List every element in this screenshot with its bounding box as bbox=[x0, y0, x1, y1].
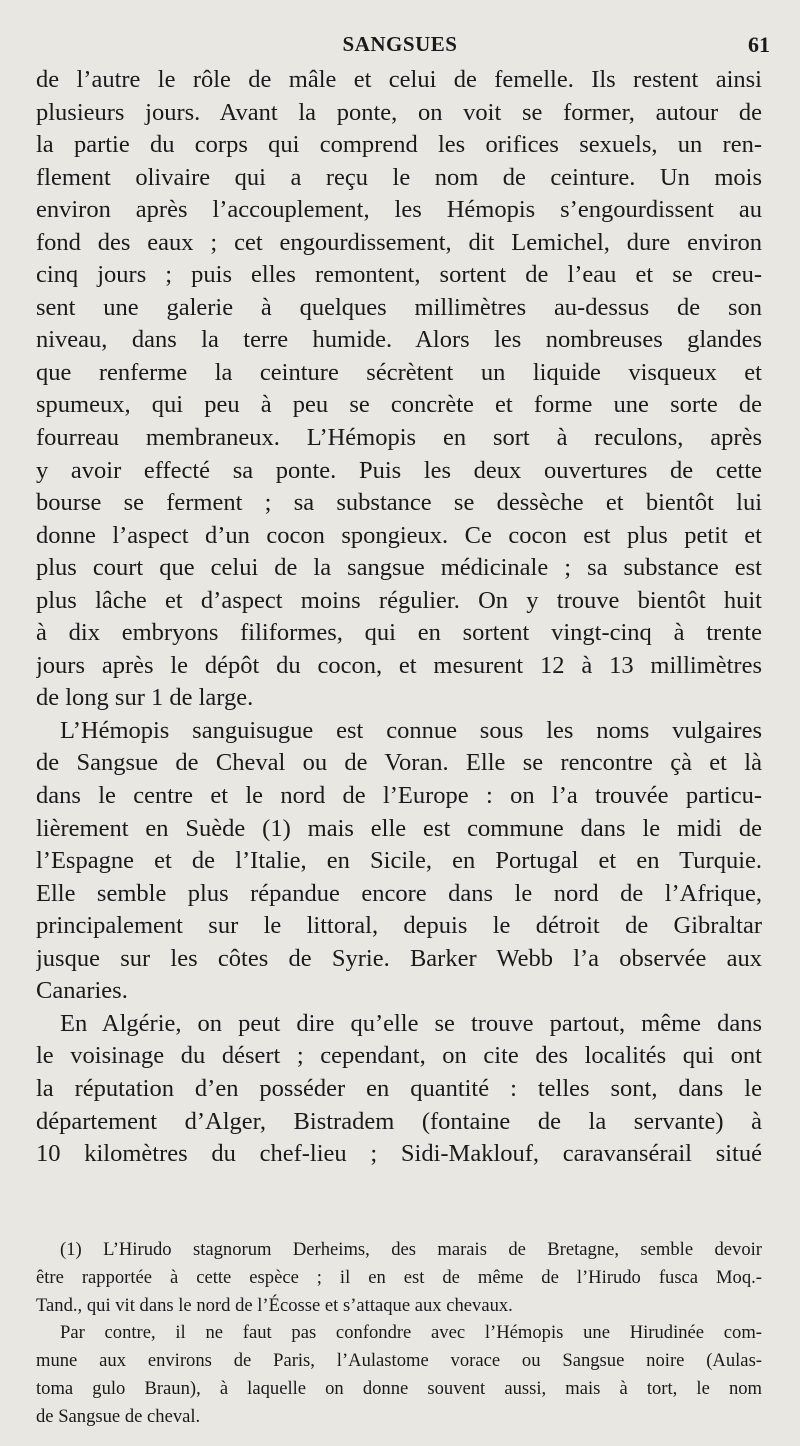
body-line: cinq jours ; puis elles remontent, sortent de l’eau et se creu- bbox=[36, 261, 762, 289]
body-line: fond des eaux ; cet engourdissement, dit Lemichel, dure environ bbox=[36, 228, 762, 256]
body-line: Elle semble plus répandue encore dans le nord de l’Afrique, bbox=[36, 879, 762, 907]
body-line: Canaries. bbox=[36, 977, 128, 1005]
body-line: niveau, dans la terre humide. Alors les nombreuses glandes bbox=[36, 326, 762, 354]
body-line: spumeux, qui peu à peu se concrète et forme une sorte de bbox=[36, 391, 762, 419]
body-line: flement olivaire qui a reçu le nom de ceinture. Un mois bbox=[36, 163, 762, 191]
page-number: 61 bbox=[748, 32, 770, 57]
body-line: dans le centre et le nord de l’Europe : on l’a trouvée particu- bbox=[36, 782, 762, 810]
body-line: lièrement en Suède (1) mais elle est commune dans le midi de bbox=[36, 814, 762, 842]
body-line: L’Hémopis sanguisugue est connue sous les noms vulgaires bbox=[60, 716, 762, 744]
running-title: SANGSUES bbox=[342, 32, 458, 56]
body-line: principalement sur le littoral, depuis le détroit de Gibraltar bbox=[36, 912, 762, 940]
footnote-line: de Sangsue de cheval. bbox=[36, 1405, 201, 1427]
body-line: jusque sur les côtes de Syrie. Barker Webb l’a observée aux bbox=[36, 944, 762, 972]
body-line: la réputation d’en posséder en quantité : telles sont, dans le bbox=[36, 1074, 762, 1102]
footnote-line: mune aux environs de Paris, l’Aulastome vorace ou Sangsue noire (Aulas- bbox=[36, 1350, 762, 1372]
footnote-line: Par contre, il ne faut pas confondre avec l’Hémopis une Hirudinée com- bbox=[60, 1322, 762, 1344]
body-line: que renferme la ceinture sécrètent un liquide visqueux et bbox=[36, 358, 762, 386]
body-line: la partie du corps qui comprend les orifices sexuels, un ren- bbox=[36, 131, 762, 159]
footnote-line: Tand., qui vit dans le nord de l’Écosse et s’attaque aux chevaux. bbox=[36, 1294, 513, 1316]
footnote-line: (1) L’Hirudo stagnorum Derheims, des marais de Bretagne, semble devoir bbox=[60, 1239, 762, 1260]
body-line: environ après l’accouplement, les Hémopis s’engourdissent au bbox=[36, 196, 762, 224]
body-line: plusieurs jours. Avant la ponte, on voit se former, autour de bbox=[36, 98, 762, 126]
body-line: plus lâche et d’aspect moins régulier. On y trouve bientôt huit bbox=[36, 586, 762, 614]
body-line: bourse se ferment ; sa substance se dessèche et bientôt lui bbox=[36, 489, 762, 517]
body-line: En Algérie, on peut dire qu’elle se trouve partout, même dans bbox=[60, 1009, 762, 1037]
running-head bbox=[30, 30, 770, 62]
body-line: le voisinage du désert ; cependant, on cite des localités qui ont bbox=[36, 1042, 762, 1070]
body-line: jours après le dépôt du cocon, et mesurent 12 à 13 millimètres bbox=[36, 651, 762, 679]
body-line: 10 kilomètres du chef-lieu ; Sidi-Maklouf, caravansérail situé bbox=[36, 1140, 762, 1168]
footnotes bbox=[36, 1236, 762, 1431]
body-line: de l’autre le rôle de mâle et celui de femelle. Ils restent ainsi bbox=[36, 66, 762, 93]
footnote-line: être rapportée à cette espèce ; il en est de même de l’Hirudo fusca Moq.- bbox=[36, 1266, 762, 1288]
body-line: fourreau membraneux. L’Hémopis en sort à reculons, après bbox=[36, 424, 762, 452]
body-line: donne l’aspect d’un cocon spongieux. Ce cocon est plus petit et bbox=[36, 521, 762, 549]
body-line: département d’Alger, Bistradem (fontaine de la servante) à bbox=[36, 1107, 762, 1135]
body-line: de long sur 1 de large. bbox=[36, 684, 254, 712]
body-line: sent une galerie à quelques millimètres au-dessus de son bbox=[36, 293, 762, 321]
body-line: à dix embryons filiformes, qui en sortent vingt-cinq à trente bbox=[36, 619, 762, 647]
footnote-line: toma gulo Braun), à laquelle on donne souvent aussi, mais à tort, le nom bbox=[36, 1377, 762, 1399]
body-line: y avoir effecté sa ponte. Puis les deux ouvertures de cette bbox=[36, 456, 762, 484]
body-text bbox=[36, 64, 762, 1171]
body-line: l’Espagne et de l’Italie, en Sicile, en Portugal et en Turquie. bbox=[36, 847, 762, 875]
body-line: de Sangsue de Cheval ou de Voran. Elle se rencontre çà et là bbox=[36, 749, 762, 777]
body-line: plus court que celui de la sangsue médicinale ; sa substance est bbox=[36, 554, 762, 582]
